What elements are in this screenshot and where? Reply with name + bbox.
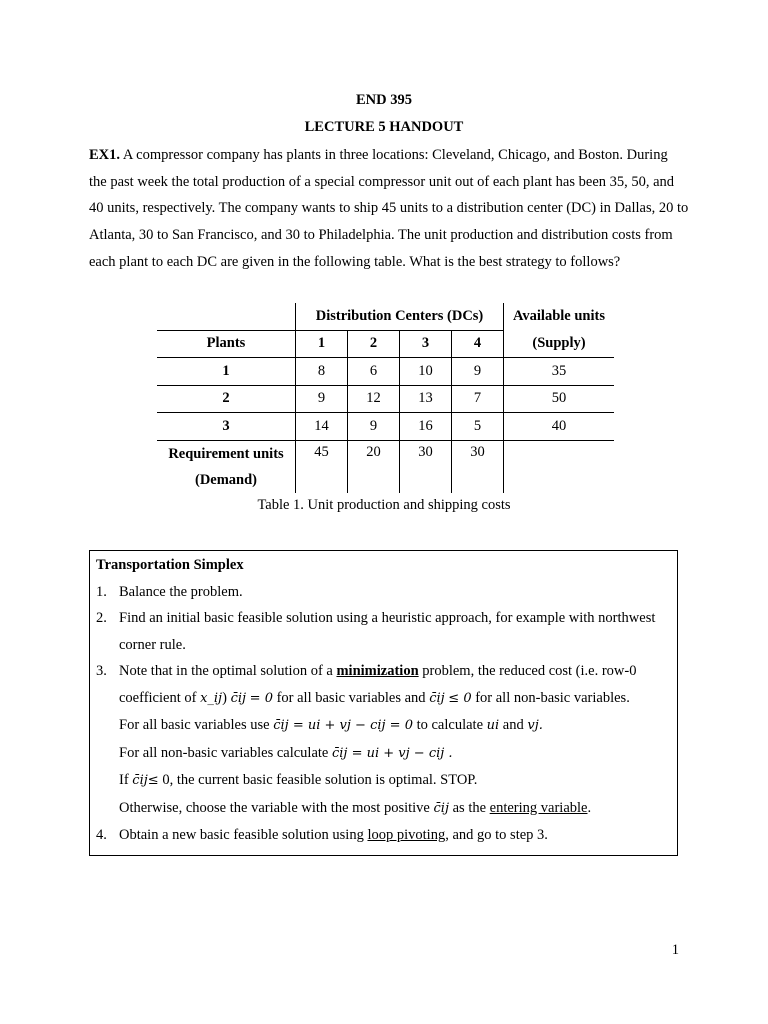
supply-cell: 40 [504,413,615,441]
cost-cell: 14 [296,413,348,441]
demand-row [157,440,614,493]
algorithm-box [89,550,678,856]
cost-cell: 9 [452,358,504,386]
table-row [157,385,614,413]
step-2: 2. Find an initial basic feasible solution using a heuristic approach, for example with northwest corner rule. [96,610,656,653]
problem-statement [89,142,689,276]
handout-title: LECTURE 5 HANDOUT [304,119,464,135]
cost-cell: 12 [348,385,400,413]
entering-variable-line: Otherwise, choose the variable with the most positive c̄ij as the entering variable. [119,799,592,816]
box-title: Transportation Simplex [96,557,244,573]
cost-cell: 8 [296,358,348,386]
cost-cell: 16 [400,413,452,441]
nonbasic-variables-line: For all non-basic variables calculate c̄ij = ui + vj − cij . [119,744,453,761]
course-title: END 395 [356,92,412,108]
dc-number: 1 [296,330,348,358]
optimality-line: If c̄ij≤ 0, the current basic feasible solution is optimal. STOP. [119,772,478,788]
demand-cell: 30 [400,440,452,493]
empty-cell [504,440,615,493]
plant-label: 3 [157,413,296,441]
step-1: 1. Balance the problem. [96,583,243,600]
cost-cell: 6 [348,358,400,386]
step-3: 3. Note that in the optimal solution of a minimization problem, the reduced cost (i.e. row-0 coefficient of x_ij) c̄ij = 0 for all basic variables and c̄ij ≤ 0 for all non-basic variables. For all basic variables use c̄ij = ui + vj − cij = 0 to calculate ui and vj. For all non-basic variables calculate c̄ij = ui + vj − cij . If c̄ij≤ 0, the current basic feasible solution is optimal. STOP. Otherwise, choose the variable with the most positive c̄ij as the entering variable. [96,658,671,822]
supply-cell: 35 [504,358,615,386]
dc-number: 4 [452,330,504,358]
cost-cell: 9 [296,385,348,413]
demand-cell: 45 [296,440,348,493]
plant-label: 2 [157,385,296,413]
demand-cell: 30 [452,440,504,493]
page-number: 1 [671,942,679,958]
cost-cell: 7 [452,385,504,413]
demand-label: Requirement units (Demand) [168,445,284,488]
table-row [157,413,614,441]
dc-number: 3 [400,330,452,358]
cost-cell: 10 [400,358,452,386]
plant-label: 1 [157,358,296,386]
table-row [157,358,614,386]
cost-table [157,303,614,493]
supply-cell: 50 [504,385,615,413]
step-4: 4. Obtain a new basic feasible solution using loop pivoting, and go to step 3. [96,827,548,843]
cost-cell: 9 [348,413,400,441]
minimization-keyword: minimization [336,663,419,679]
supply-header: Available units [504,303,615,330]
supply-subheader: (Supply) [504,330,615,358]
dc-number: 2 [348,330,400,358]
cost-cell: 13 [400,385,452,413]
table-caption: Table 1. Unit production and shipping costs [257,497,511,513]
demand-cell: 20 [348,440,400,493]
problem-text: A compressor company has plants in three locations: Cleveland, Chicago, and Boston. During the past week the total production of a special compressor unit out of each plant has been 35, 50, and 40 units, respectively. The company wants to ship 45 units to a distribution center (DC) in Dallas, 20 to Atlanta, 30 to San Francisco, and 30 to Philadelphia. The unit production and distribution costs from each plant to each DC are given in the following table. What is the best strategy to follows? [89,147,689,270]
dc-header: Distribution Centers (DCs) [296,303,504,330]
basic-variables-line: For all basic variables use c̄ij = ui + vj − cij = 0 to calculate ui and vj. [119,717,543,733]
plants-header: Plants [157,330,296,358]
cost-cell: 5 [452,413,504,441]
problem-label: EX1. [89,147,121,163]
